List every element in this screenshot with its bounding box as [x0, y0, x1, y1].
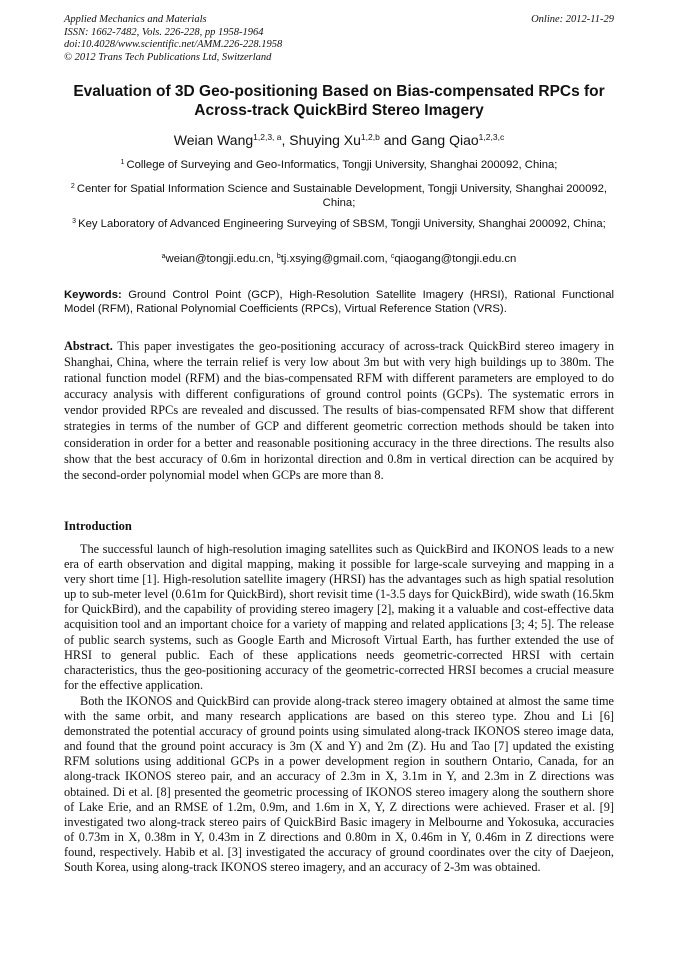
author-name: Shuying Xu	[289, 132, 361, 148]
abstract-label: Abstract.	[64, 339, 113, 353]
abstract	[64, 338, 614, 483]
body-paragraph: Both the IKONOS and QuickBird can provide along-track stereo imagery obtained at almost the same time with the same orbit, and many research applications are based on this stereo type. Zhou and Li [6] demonstrated the potential accuracy of ground points using simulated along-track IKONOS stereo image data, and found that the ground point accuracy is 3m (X and Y) and 2m (Z). Hu and Tao [7] updated the existing RFM solutions using additional GCPs in a power development region in southern Ontario, Canada, for an along-track IKONOS stereo pair, and an accuracy of 2.3m in X, 3.1m in Y, and 2.3m in Z directions was obtained. Di et al. [8] presented the geometric processing of IKONOS stereo imagery along the southern shore of Lake Erie, and an RMSE of 1.2m, 0.9m, and 1.6m in X, Y, Z directions were achieved. Fraser et al. [9] investigated two along-track stereo pairs of QuickBird Basic imagery in Melbourne and Yokosuka, accuracies of 0.73m in X, 0.38m in Y, 0.43m in Z directions and 0.80m in X, 0.46m in Y, 0.46m in Z directions were found, respectively. Habib et al. [3] investigated the accuracy of ground coordinates over the city of Daejeon, South Korea, using along-track IKONOS stereo imagery, and an accuracy of 2-3m was obtained.	[64, 694, 614, 875]
affiliation-1	[64, 156, 614, 172]
affiliation-text: College of Surveying and Geo-Informatics, Tongji University, Shanghai 200092, China;	[126, 159, 558, 171]
author-name: Weian Wang	[173, 132, 254, 148]
abstract-text: This paper investigates the geo-positioning accuracy of across-track QuickBird stereo imagery in Shanghai, China, where the terrain relief is very low about 3m but with very high buildings up to 380m. The rational function model (RFM) and the bias-compensated RFM with different parameters are employed to do accuracy analysis with different configurations of ground control points (GCPs). The systematic errors in vendor provided RPCs are revealed and discussed. The results of bias-compensated RFM show that different strategies in terms of the number of GCP and different geometric correction methods should be taken into consideration in order for a better and reasonable positioning accuracy in the three directions. The results also show that the best accuracy of 0.6m in horizontal direction and 0.8m in vertical direction can be acquired by the second-order polynomial model when GCPs are more than 8.	[64, 339, 614, 482]
online-date: Online: 2012-11-29	[531, 14, 614, 25]
keywords	[64, 289, 614, 316]
email-address[interactable]: qiaogang@tongji.edu.cn	[394, 253, 517, 265]
affiliation-2	[64, 180, 614, 210]
author-separator: and	[379, 132, 411, 148]
affiliation-number: 1	[120, 159, 125, 166]
email-address[interactable]: tj.xsying@gmail.com,	[280, 253, 391, 265]
email-marker: b	[276, 253, 281, 260]
author-affiliation-marker: 1,2,b	[360, 132, 380, 142]
email-address[interactable]: weian@tongji.edu.cn,	[165, 253, 277, 265]
author-affiliation-marker: 1,2,3, a	[253, 132, 282, 142]
journal-name: Applied Mechanics and Materials	[64, 14, 207, 25]
section-heading-introduction: Introduction	[64, 519, 132, 533]
author-separator: ,	[281, 132, 290, 148]
keywords-label: Keywords:	[64, 289, 122, 301]
keywords-text: Ground Control Point (GCP), High-Resolution Satellite Imagery (HRSI), Rational Functional Model (RFM), Rational Polynomial Coefficients (RPCs), Virtual Reference Station (VRS).	[64, 289, 614, 315]
affiliation-number: 2	[70, 183, 75, 190]
author-list	[60, 128, 618, 149]
doi[interactable]: doi:10.4028/www.scientific.net/AMM.226-228.1958	[64, 39, 283, 50]
journal-header	[64, 14, 614, 64]
copyright: © 2012 Trans Tech Publications Ltd, Switzerland	[64, 51, 272, 63]
affiliation-3	[64, 215, 614, 231]
author-affiliation-marker: 1,2,3,c	[478, 132, 505, 142]
author-name: Gang Qiao	[410, 132, 479, 148]
paper-title: Evaluation of 3D Geo-positioning Based on Bias-compensated RPCs for Across-track QuickBird Stereo Imagery	[73, 83, 605, 119]
email-list	[64, 250, 614, 266]
body-paragraph: The successful launch of high-resolution imaging satellites such as QuickBird and IKONOS leads to a new era of earth observation and digital mapping, making it possible for large-scale surveying and mapping in a very short time [1]. High-resolution satellite imagery (HRSI) has the advantages such as high spatial resolution up to sub-meter level (0.61m for QuickBird), short revisit time (1-3.5 days for QuickBird), wide swath (16.5km for QuickBird), and the capability of providing stereo imagery [2], making it a valuable and cost-effective data acquisition tool and an important choice for a variety of mapping and related applications [3; 4; 5]. The release of public search systems, such as Google Earth and Microsoft Virtual Earth, has further extended the use of HRSI to general public. Each of these applications needs geometric-corrected HRSI with certain characteristics, thus the geo-positioning accuracy of the geometric-corrected HRSI becomes a crucial measure for the effective application.	[64, 542, 614, 692]
affiliation-text: Key Laboratory of Advanced Engineering Surveying of SBSM, Tongji University, Shanghai 200092, China;	[78, 218, 606, 230]
email-marker: a	[161, 253, 166, 260]
affiliation-text: Center for Spatial Information Science and Sustainable Development, Tongji University, Shanghai 200092, China;	[76, 183, 608, 209]
issn: ISSN: 1662-7482, Vols. 226-228, pp 1958-1964	[64, 26, 264, 38]
email-marker: c	[390, 253, 395, 260]
affiliation-number: 3	[72, 218, 77, 225]
